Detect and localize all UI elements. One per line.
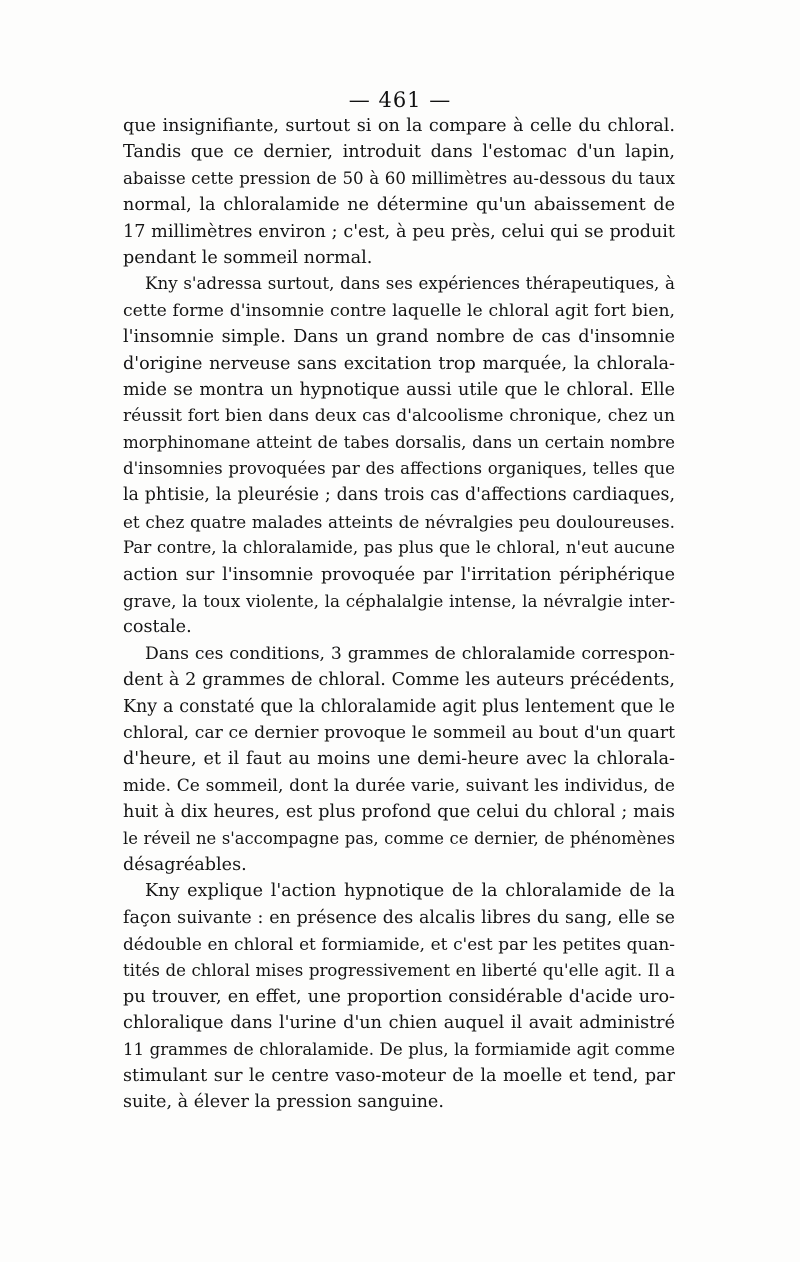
text-line: Kny a constaté que la chloralamide agit plus lentement que le [123,696,675,717]
text-line: d'origine nerveuse sans excitation trop marquée, la chlorala- [123,353,675,374]
text-line: dent à 2 grammes de chloral. Comme les auteurs précédents, [123,670,675,691]
text-line: grave, la toux violente, la céphalalgie intense, la névralgie inter- [123,591,675,612]
text-line: 11 grammes de chloralamide. De plus, la formiamide agit comme [123,1039,675,1059]
text-line: pu trouver, en effet, une proportion considérable d'acide uro- [123,986,675,1007]
text-line: pendant le sommeil normal. [123,247,373,268]
text-line: action sur l'insomnie provoquée par l'irritation périphérique [123,564,675,585]
text-line: l'insomnie simple. Dans un grand nombre de cas d'insomnie [123,327,675,348]
text-line: dédouble en chloral et formiamide, et c'est par les petites quan- [123,934,675,955]
text-line: le réveil ne s'accompagne pas, comme ce dernier, de phénomènes [123,828,675,848]
text-line: d'heure, et il faut au moins une demi-heure avec la chlorala- [123,749,675,770]
text-line: suite, à élever la pression sanguine. [123,1092,444,1113]
text-line: costale. [123,617,192,638]
text-line: stimulant sur le centre vaso-moteur de la moelle et tend, par [123,1066,675,1087]
page-number: — 461 — [348,88,452,112]
text-line: 17 millimètres environ ; c'est, à peu près, celui qui se produit [123,221,675,242]
text-line: Tandis que ce dernier, introduit dans l'estomac d'un lapin, [123,142,675,163]
text-line: désagréables. [123,854,247,875]
text-line: morphinomane atteint de tabes dorsalis, dans un certain nombre [123,432,675,452]
text-line: que insignifiante, surtout si on la compare à celle du chloral. [123,116,675,136]
paragraph-4 [123,878,675,1116]
paragraph-1 [123,113,675,271]
text-line: d'insomnies provoquées par des affections organiques, telles que [123,459,675,479]
text-line: abaisse cette pression de 50 à 60 millimètres au-dessous du taux [123,168,675,188]
text-line: tités de chloral mises progressivement en liberté qu'elle agit. Il a [123,960,675,980]
text-line: réussit fort bien dans deux cas d'alcoolisme chronique, chez un [123,406,675,427]
body-text [123,113,675,1116]
paragraph-3 [123,641,675,879]
text-line: mide. Ce sommeil, dont la durée varie, suivant les individus, de [123,775,675,796]
text-line: Kny s'adressa surtout, dans ses expériences thérapeutiques, à [145,274,675,294]
text-line: Dans ces conditions, 3 grammes de chloralamide correspon- [145,643,675,664]
text-line: chloral, car ce dernier provoque le sommeil au bout d'un quart [123,722,675,743]
text-line: Par contre, la chloralamide, pas plus que le chloral, n'eut aucune [123,538,675,558]
text-line: mide se montra un hypnotique aussi utile que le chloral. Elle [123,379,675,400]
text-line: chloralique dans l'urine d'un chien auquel il avait administré [123,1013,675,1034]
text-line: Kny explique l'action hypnotique de la chloralamide de la [145,881,675,902]
text-line: façon suivante : en présence des alcalis libres du sang, elle se [123,907,675,928]
text-line: cette forme d'insomnie contre laquelle le chloral agit fort bien, [123,300,675,321]
text-line: normal, la chloralamide ne détermine qu'un abaissement de [123,195,675,216]
text-line: la phtisie, la pleurésie ; dans trois cas d'affections cardiaques, [123,485,675,506]
text-line: et chez quatre malades atteints de névralgies peu douloureuses. [123,511,675,532]
paragraph-2 [123,271,675,640]
text-line: huit à dix heures, est plus profond que celui du chloral ; mais [123,802,675,823]
